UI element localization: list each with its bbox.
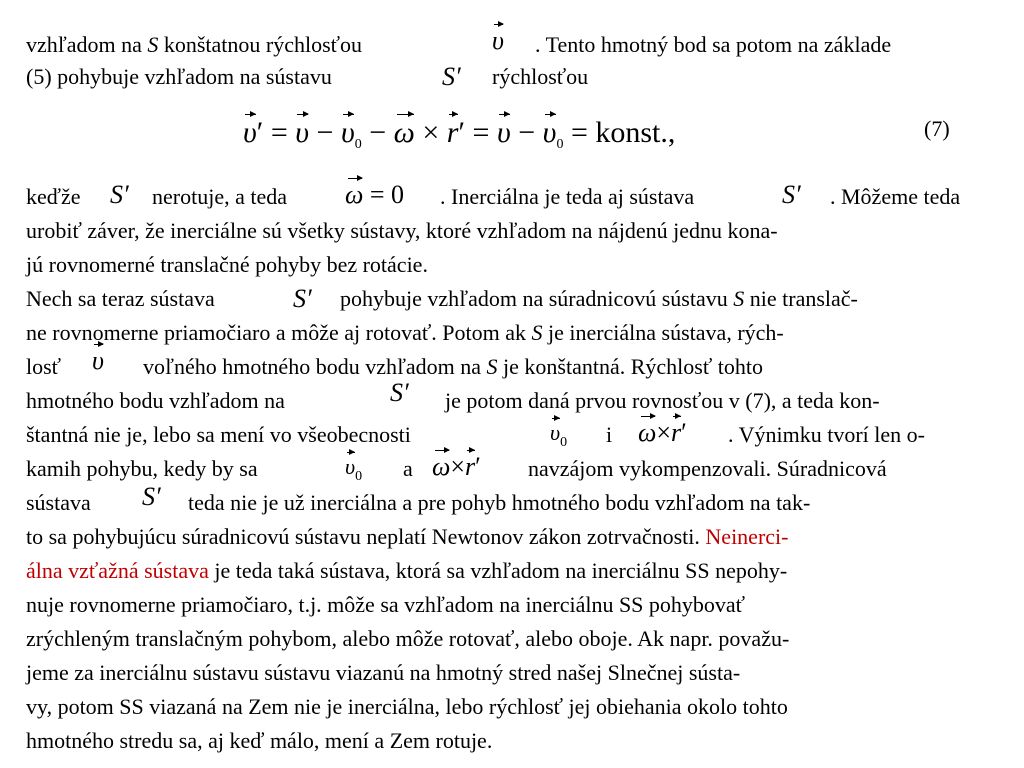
text: je konštantná. Rýchlosť tohto <box>497 354 763 379</box>
vector-v0: $\upsilon_0$ <box>550 420 568 450</box>
op: = <box>570 116 588 149</box>
text: voľného hmotného bodu vzhľadom na <box>143 354 487 379</box>
text-line-3d <box>830 184 960 210</box>
text-line-12 <box>26 490 91 516</box>
text: hmotného bodu vzhľadom na <box>26 388 285 413</box>
text-line-3b <box>152 184 287 210</box>
text: navzájom vykompenzovali. Súradnicová <box>528 456 887 481</box>
omega-equals-zero: ω = 0 <box>345 180 405 209</box>
symbol-S: S <box>733 286 745 311</box>
subscript: 0 <box>556 137 564 152</box>
text-line-13 <box>26 524 788 550</box>
vector-v0: υ <box>542 116 557 149</box>
text: sústava <box>26 490 91 515</box>
symbol-S-prime: S′ <box>442 62 461 91</box>
equation-7: $\upsilon' = \upsilon - \upsilon_0 - \omega \times r' = \upsilon - \upsilon_0$ = konst., <box>243 116 676 152</box>
text: . Inerciálna je teda aj sústava <box>440 184 695 209</box>
text-line-8b <box>143 354 763 380</box>
vector-v0: $\upsilon_0$ <box>345 454 363 484</box>
omega-cross-r-prime: ω×r′ <box>638 418 687 447</box>
omega-cross-r-prime: ω×r′ <box>432 452 481 481</box>
symbol-S-prime: S′ <box>142 482 161 511</box>
text: je teda taká sústava, ktorá sa vzhľadom na inerciálnu SS nepohy- <box>208 558 788 583</box>
text-line-5: jú rovnomerné translačné pohyby bez rotácie. <box>26 252 428 277</box>
text: vzhľadom na <box>26 32 148 57</box>
symbol-S: S <box>147 32 159 57</box>
text-line-6b <box>340 286 858 312</box>
op: − <box>369 116 387 149</box>
text-line-11b <box>403 456 413 482</box>
text-line-10b <box>606 422 612 448</box>
text: losť <box>26 354 62 379</box>
op: = <box>270 116 288 149</box>
text-line-15: nuje rovnomerne priamočiaro, t.j. môže sa vzhľadom na inerciálnu SS pohybovať <box>26 592 746 617</box>
text: konštatnou rýchlosťou <box>158 32 363 57</box>
text: teda nie je už inerciálna a pre pohyb hmotného bodu vzhľadom na tak- <box>188 490 811 515</box>
text: . Tento hmotný bod sa potom na základe <box>535 32 892 57</box>
text-line-1 <box>26 32 362 58</box>
text: je potom daná prvou rovnosťou v (7), a teda kon- <box>445 388 880 413</box>
text: kamih pohybu, kedy by sa <box>26 456 258 481</box>
text-line-16: zrýchleným translačným pohybom, alebo môže rotovať, alebo oboje. Ak napr. považu- <box>26 626 790 651</box>
text: ne rovnomerne priamočiaro a môže aj rotovať. Potom ak <box>26 320 532 345</box>
text-line-1b <box>535 32 891 58</box>
text: nerotuje, a teda <box>152 184 287 209</box>
konst: konst., <box>595 116 676 149</box>
text: pohybuje vzhľadom na súradnicovú sústavu <box>340 286 734 311</box>
text-line-14 <box>26 558 787 584</box>
text-line-3c <box>440 184 694 210</box>
text: to sa pohybujúcu súradnicovú sústavu neplatí Newtonov zákon zotrvačnosti. <box>26 524 706 549</box>
text: (5) pohybuje vzhľadom na sústavu <box>26 64 332 89</box>
highlight-text: Neinerci- <box>705 524 789 549</box>
text-line-10 <box>26 422 411 448</box>
text-line-9 <box>26 388 285 414</box>
text: . Výnimku tvorí len o- <box>728 422 925 447</box>
text-line-18: vy, potom SS viazaná na Zem nie je inerciálna, lebo rýchlosť jej obiehania okolo tohto <box>26 694 788 719</box>
text: rýchlosťou <box>492 64 589 89</box>
text-line-9b <box>445 388 880 414</box>
text: keďže <box>26 184 81 209</box>
text: . Môžeme teda <box>830 184 961 209</box>
text: je inerciálna sústava, rých- <box>542 320 784 345</box>
text: i <box>606 422 613 447</box>
vector-v: υ <box>243 116 257 149</box>
text-line-8 <box>26 354 61 380</box>
vector-omega: ω <box>393 116 415 149</box>
symbol-S-prime: S′ <box>782 180 801 209</box>
highlight-text: álna vzťažná sústava <box>26 558 209 583</box>
text-line-7 <box>26 320 784 346</box>
vector-v0: υ <box>340 116 355 149</box>
symbol-S-prime: S′ <box>110 180 129 209</box>
text-line-17: jeme za inerciálnu sústavu sústavu viazanú na hmotný stred našej Slnečnej sústa- <box>26 660 741 685</box>
text-line-11 <box>26 456 258 482</box>
subscript: 0 <box>354 137 362 152</box>
symbol-S-prime: S′ <box>293 284 312 313</box>
text-line-3 <box>26 184 81 210</box>
equation-number: (7) <box>924 116 950 141</box>
vector-r: r <box>446 116 459 149</box>
text: nie translač- <box>744 286 858 311</box>
text-line-2b <box>492 64 588 90</box>
op: − <box>316 116 334 149</box>
text: Nech sa teraz sústava <box>26 286 215 311</box>
text-line-6 <box>26 286 215 312</box>
text-line-4: urobiť záver, že inerciálne sú všetky sústavy, ktoré vzhľadom na nájdenú jednu kona- <box>26 218 778 243</box>
vector-v: υ <box>492 26 504 55</box>
text: štantná nie je, lebo sa mení vo všeobecnosti <box>26 422 411 447</box>
text-line-19: hmotného stredu sa, aj keď málo, mení a Zem rotuje. <box>26 728 493 753</box>
symbol-S: S <box>486 354 498 379</box>
text-line-10c <box>728 422 925 448</box>
op: × <box>422 116 440 149</box>
op: = <box>472 116 490 149</box>
text: a <box>403 456 413 481</box>
symbol-S: S <box>531 320 543 345</box>
op: − <box>518 116 536 149</box>
text-line-12b <box>188 490 810 516</box>
text-line-2 <box>26 64 332 90</box>
vector-v: υ <box>496 116 511 149</box>
vector-v: υ <box>92 346 104 375</box>
text-line-11c <box>528 456 887 482</box>
symbol-S-prime: S′ <box>390 378 409 407</box>
vector-v: υ <box>295 116 310 149</box>
